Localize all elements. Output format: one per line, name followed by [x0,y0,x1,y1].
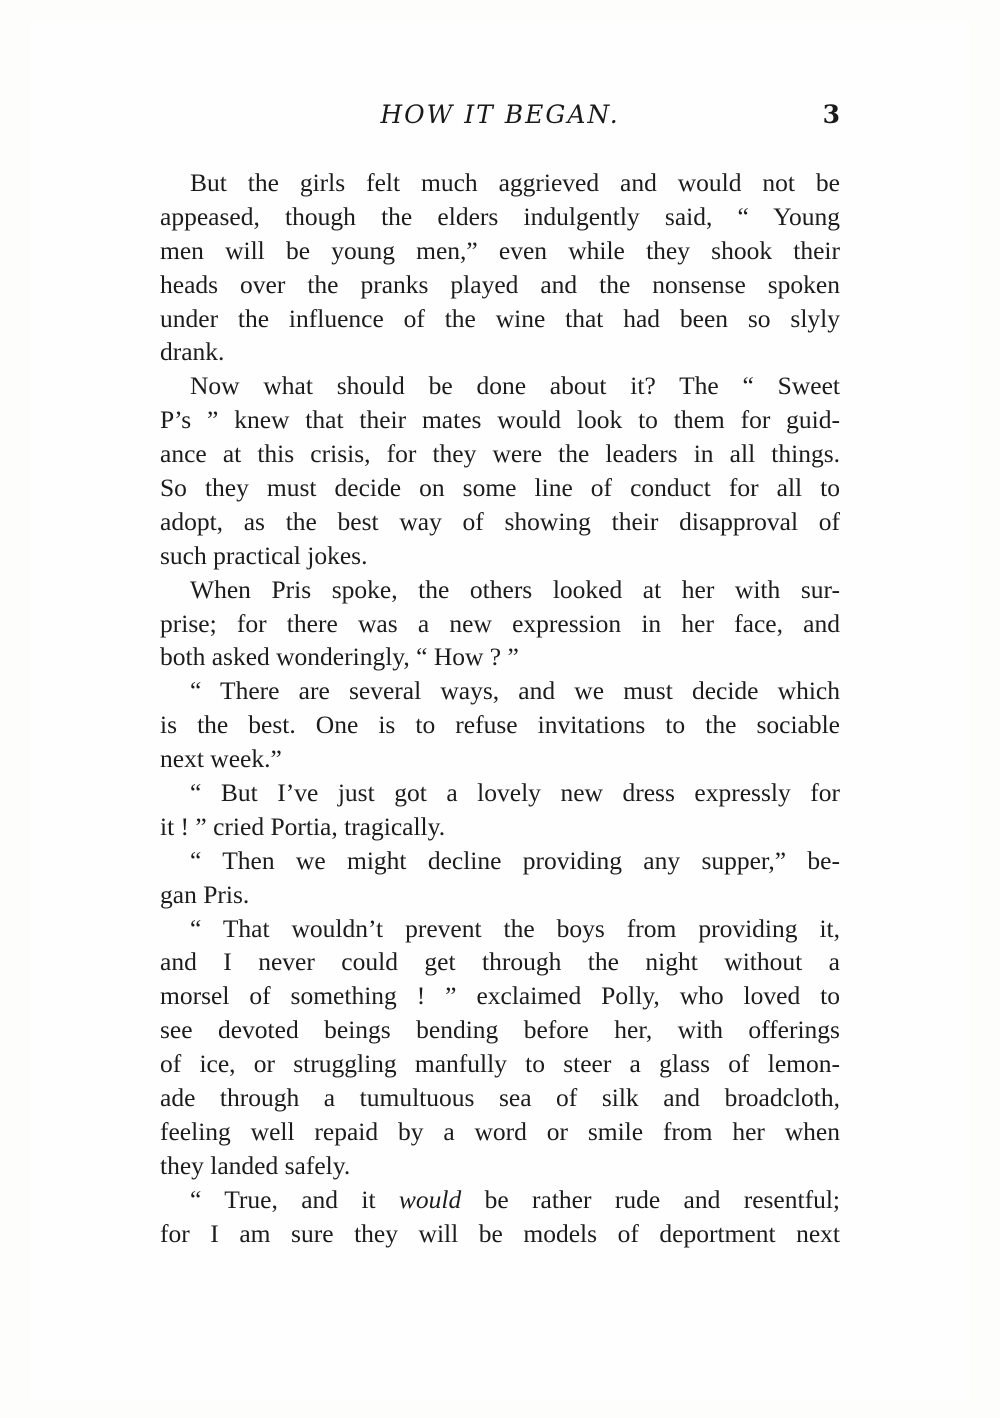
text-line: Now what should be done about it? The “ Sweet [190,371,840,401]
text-line: appeased, though the elders indulgently said, “ Young [160,201,840,231]
text-line: ade through a tumultuous sea of silk and broadcloth, [160,1083,840,1113]
text-line: “ That wouldn’t prevent the boys from providing it, [190,913,840,943]
text-line: of ice, or struggling manfully to steer a glass of lemon- [160,1049,840,1079]
text-line: it ! ” cried Portia, tragically. [160,811,446,841]
page-number: 3 [822,100,840,129]
text-line: heads over the pranks played and the nonsense spoken [160,269,840,299]
text-line: drank. [160,337,225,367]
text-line: under the influence of the wine that had been so slyly [160,303,840,333]
body-text [160,166,840,1251]
text-line: “ There are several ways, and we must decide which [190,676,840,706]
text-line: feeling well repaid by a word or smile from her when [160,1116,840,1146]
text-line: prise; for there was a new expression in her face, and [160,608,840,638]
text-line: But the girls felt much aggrieved and would not be [190,168,840,197]
italic-word: would [398,1184,462,1214]
text-line: both asked wonderingly, “ How ? ” [160,642,519,672]
text-line: morsel of something ! ” exclaimed Polly, who loved to [160,981,840,1011]
text-line: see devoted beings bending before her, with offerings [160,1015,840,1045]
text-line: So they must decide on some line of conduct for all to [160,473,840,503]
text-segment: “ True, and it [190,1184,399,1214]
text-line: ance at this crisis, for they were the leaders in all things. [160,439,840,469]
text-line: for I am sure they will be models of deportment next [160,1218,840,1248]
text-line: gan Pris. [160,879,250,909]
text-line: men will be young men,” even while they shook their [160,235,840,265]
text-line: “ Then we might decline providing any supper,” be- [190,845,840,875]
text-line: P’s ” knew that their mates would look to them for guid- [160,405,840,435]
text-segment: be rather rude and resentful; [461,1184,840,1214]
text-line: next week.” [160,744,282,774]
text-line: they landed safely. [160,1150,351,1180]
page-header [160,100,840,140]
text-line: adopt, as the best way of showing their disapproval of [160,506,840,536]
text-line: and I never could get through the night without a [160,947,840,977]
text-line: “ But I’ve just got a lovely new dress expressly for [190,778,840,808]
text-line: such practical jokes. [160,540,368,570]
running-title: HOW IT BEGAN. [380,100,620,129]
text-line [160,1183,840,1217]
text-line: When Pris spoke, the others looked at her with sur- [190,574,840,604]
text-line: is the best. One is to refuse invitations to the sociable [160,710,840,740]
